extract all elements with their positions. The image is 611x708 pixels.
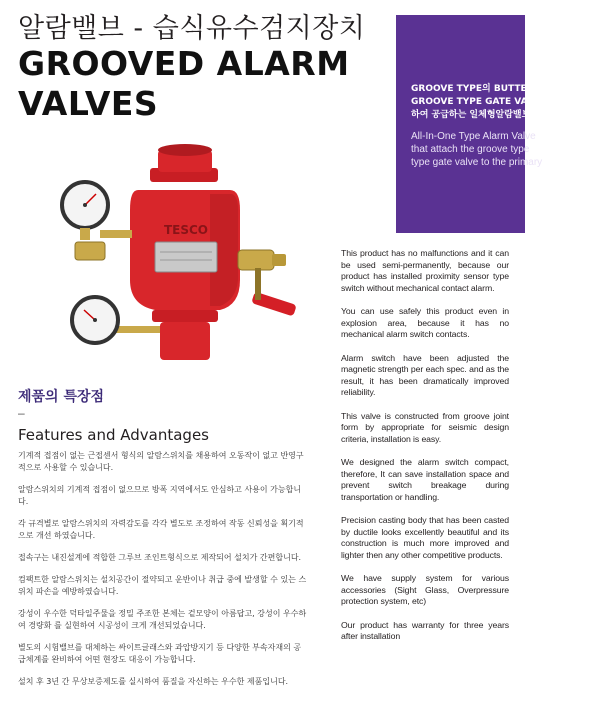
english-feature-item: We designed the alarm switch compact, therefore, It can save installation space and prevent switch breakage during transportation or handling. bbox=[341, 457, 509, 502]
alarm-valve-product-image bbox=[60, 130, 320, 365]
korean-feature-list bbox=[18, 450, 308, 698]
page-title-korean: 알람밸브 - 습식유수검지장치 bbox=[18, 13, 366, 44]
valve-name-plate bbox=[155, 242, 217, 272]
english-feature-item: We have supply system for various accessories (Sight Glass, Overpressure protection system, etc) bbox=[341, 573, 509, 606]
gauge-connector-upper bbox=[80, 228, 90, 240]
features-title-english: Features and Advantages bbox=[18, 426, 209, 444]
english-feature-item: You can use safely this product even in explosion area, because it has no mechanical alarm switch contacts. bbox=[341, 306, 509, 339]
korean-feature-item: 컴팩트한 알람스위치는 설치공간이 절약되고 운반이나 취급 중에 발생할 수 있는 스위치 파손을 예방하였습니다. bbox=[18, 575, 307, 596]
korean-feature-item: 각 규격별로 알람스위치의 자력감도를 각각 별도로 조정하여 작동 신뢰성을 획기적으로 개선 하였습니다. bbox=[18, 519, 304, 540]
brass-fitting bbox=[272, 254, 286, 266]
english-feature-item: Alarm switch have been adjusted the magnetic strength per each spec. and as the result, it has been dramatically improved reliability. bbox=[341, 352, 509, 397]
english-feature-item: This product has no malfunctions and it can be used semi-permanently, because our product has installed proximity sensor type switch without mechanical contact alarm. bbox=[341, 248, 509, 293]
features-dash: – bbox=[18, 406, 25, 420]
banner-kr-line-1: GROOVE TYPE의 BUTTERFLY VALVE와 bbox=[411, 84, 594, 94]
valve-bottom-flange bbox=[152, 310, 218, 322]
banner-en-line-3: type gate valve to the primary bbox=[411, 157, 543, 168]
brass-test-valve bbox=[75, 242, 105, 260]
banner-en-line-2: that attach the groove type bbox=[411, 144, 530, 155]
english-feature-item: This valve is constructed from groove joint form by appropriate for seismic design criteria, installation is easy. bbox=[341, 410, 509, 444]
handle-stem bbox=[255, 268, 261, 300]
valve-top-opening bbox=[158, 144, 212, 156]
page-title-line-1: GROOVED ALARM bbox=[18, 44, 350, 83]
english-feature-item: Our product has warranty for three years after installation bbox=[341, 619, 509, 641]
brass-ball-valve bbox=[238, 250, 274, 270]
gauge-pipe-upper bbox=[100, 230, 132, 238]
korean-feature-item: 접속구는 내진설계에 적합한 그루브 조인트형식으로 제작되어 설치가 간편합니다. bbox=[18, 553, 302, 562]
korean-feature-item: 기계적 접점이 없는 근접센서 형식의 알람스위치를 채용하여 오동작이 없고 반영구적으로 사용할 수 있습니다. bbox=[18, 451, 304, 472]
banner-kr-line-2: GROOVE TYPE GATE VALVE를 결합 bbox=[411, 97, 575, 107]
korean-feature-item: 설치 후 3년 간 무상보증제도를 실시하여 품질을 자신하는 우수한 제품입니다. bbox=[18, 677, 289, 686]
banner-en-line-1: All-In-One Type Alarm Valve bbox=[411, 131, 536, 142]
banner-kr-line-3: 하여 공급하는 일체형알람밸브 bbox=[411, 110, 531, 120]
info-banner bbox=[396, 15, 594, 233]
features-title-korean: 제품의 특장점 bbox=[18, 389, 105, 405]
korean-feature-item: 강성이 우수한 덕타일주물을 정밀 주조한 본체는 겉모양이 아름답고, 강성이 우수하여 경량화 를 실현하여 시공성이 크게 개선되었습니다. bbox=[18, 609, 307, 630]
english-feature-list bbox=[341, 248, 509, 655]
banner-english-text bbox=[411, 130, 611, 169]
valve-bottom-pipe bbox=[160, 322, 210, 360]
banner-korean-text bbox=[411, 83, 611, 122]
korean-feature-item: 알람스위치의 기계적 접점이 없으므로 방폭 지역에서도 안심하고 사용이 가능합니다. bbox=[18, 485, 302, 506]
english-feature-item: Precision casting body that has been casted by ductile looks excellently beautiful and its construction is much more improved and lighter then any other competitive products. bbox=[341, 515, 509, 560]
valve-brand-text: TESCO bbox=[163, 223, 209, 237]
page-title bbox=[18, 44, 350, 124]
korean-feature-item: 별도의 시험밸브를 대체하는 싸이트글래스와 과압방지기 등 다양한 부속자재의 공급체계를 완비하여 어떤 현장도 대응이 가능합니다. bbox=[18, 643, 302, 664]
page-title-line-2: VALVES bbox=[18, 84, 159, 123]
